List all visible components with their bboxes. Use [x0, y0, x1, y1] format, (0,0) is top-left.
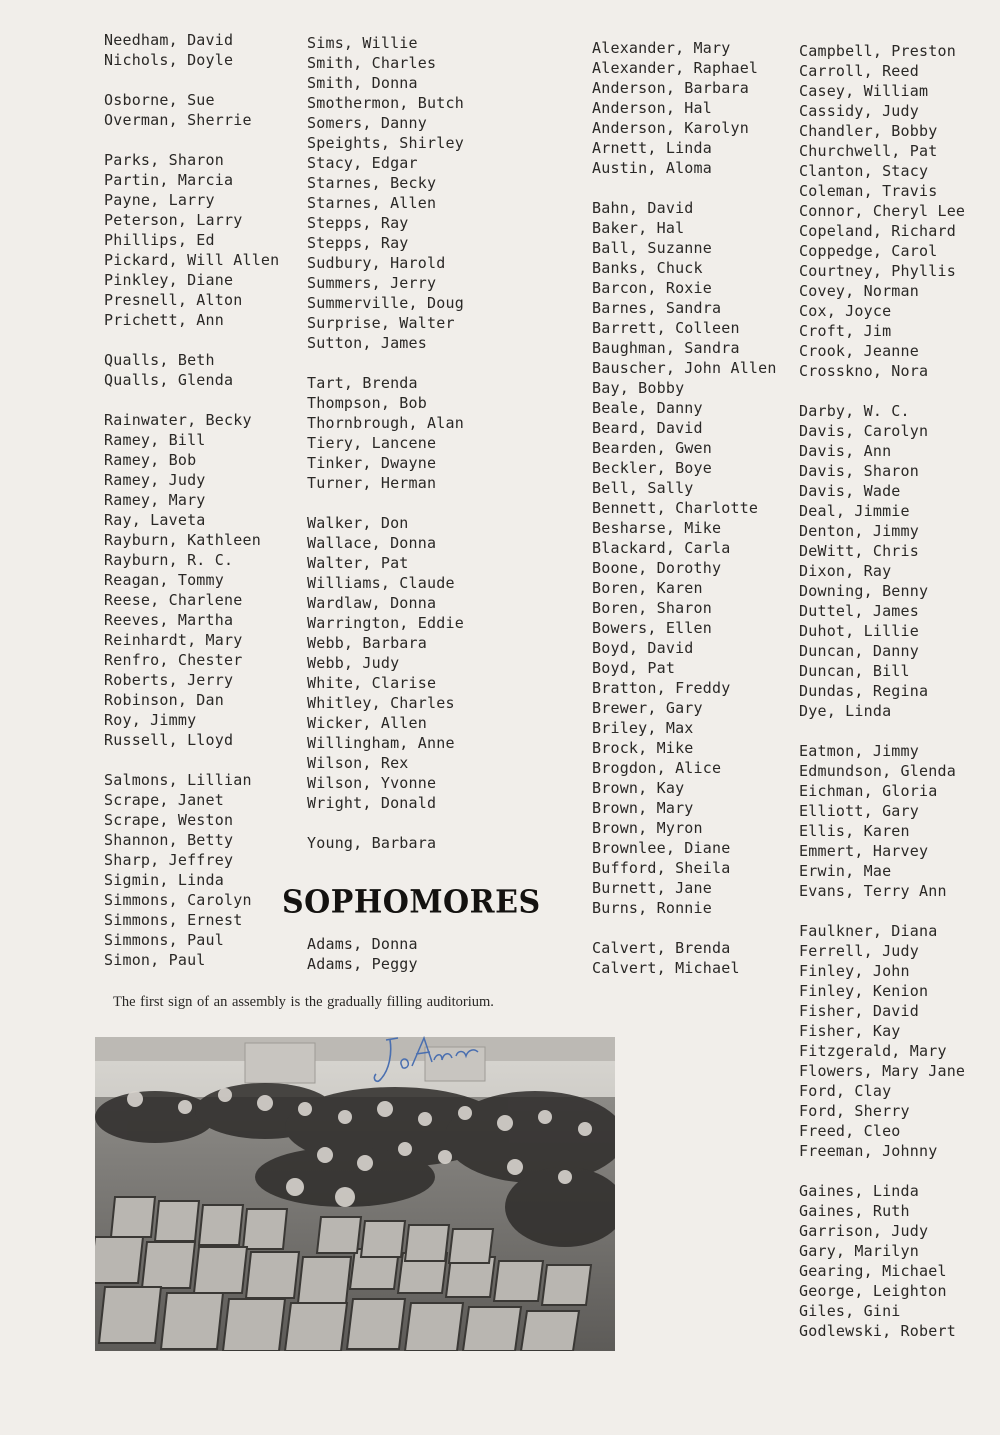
student-name: Finley, Kenion — [799, 982, 929, 1000]
letter-group — [799, 1181, 965, 1341]
student-name: Duncan, Bill — [799, 662, 910, 680]
student-name: Ramey, Bill — [104, 431, 206, 449]
handwritten-signature — [372, 1026, 482, 1094]
student-name: Brock, Mike — [592, 739, 694, 757]
student-name: Davis, Carolyn — [799, 422, 929, 440]
student-name: Burns, Ronnie — [592, 899, 712, 917]
student-name: Brown, Myron — [592, 819, 703, 837]
student-name: Croft, Jim — [799, 322, 892, 340]
student-name: Coppedge, Carol — [799, 242, 938, 260]
student-name: Tart, Brenda — [307, 374, 418, 392]
student-name: Flowers, Mary Jane — [799, 1062, 966, 1080]
auditorium-photo — [95, 1037, 615, 1351]
student-name: Evans, Terry Ann — [799, 882, 947, 900]
student-name: Godlewski, Robert — [799, 1322, 956, 1340]
student-name: Walker, Don — [307, 514, 409, 532]
student-name: Brown, Mary — [592, 799, 694, 817]
letter-group — [307, 33, 464, 353]
student-name: Walter, Pat — [307, 554, 409, 572]
student-name: Smothermon, Butch — [307, 94, 464, 112]
student-name: Bay, Bobby — [592, 379, 685, 397]
student-name: Barnes, Sandra — [592, 299, 722, 317]
student-name: Reagan, Tommy — [104, 571, 224, 589]
student-name: Robinson, Dan — [104, 691, 224, 709]
student-name: Gary, Marilyn — [799, 1242, 919, 1260]
student-name: Young, Barbara — [307, 834, 437, 852]
student-name: Somers, Danny — [307, 114, 427, 132]
student-name: Ferrell, Judy — [799, 942, 919, 960]
student-name: Wilson, Rex — [307, 754, 409, 772]
student-name: Adams, Donna — [307, 935, 418, 953]
student-name: Salmons, Lillian — [104, 771, 252, 789]
student-name: Burnett, Jane — [592, 879, 712, 897]
column-2-groups — [307, 33, 464, 853]
student-name: Russell, Lloyd — [104, 731, 234, 749]
student-name: Parks, Sharon — [104, 151, 224, 169]
student-name: Tinker, Dwayne — [307, 454, 437, 472]
letter-group — [799, 921, 965, 1161]
student-name: Smith, Charles — [307, 54, 437, 72]
student-name: Banks, Chuck — [592, 259, 703, 277]
letter-group — [307, 373, 464, 493]
student-name: Clanton, Stacy — [799, 162, 929, 180]
student-name: Boren, Sharon — [592, 599, 712, 617]
student-name: Baker, Hal — [592, 219, 685, 237]
student-name: Casey, William — [799, 82, 929, 100]
student-name: Simmons, Carolyn — [104, 891, 252, 909]
student-name: Stacy, Edgar — [307, 154, 418, 172]
student-name: Webb, Barbara — [307, 634, 427, 652]
student-name: Smith, Donna — [307, 74, 418, 92]
student-name: Anderson, Hal — [592, 99, 712, 117]
student-name: Thompson, Bob — [307, 394, 427, 412]
student-name: Beckler, Boye — [592, 459, 712, 477]
student-name: Ramey, Bob — [104, 451, 197, 469]
letter-group — [799, 741, 965, 901]
student-name: Fisher, David — [799, 1002, 919, 1020]
student-name: Speights, Shirley — [307, 134, 464, 152]
name-column-1 — [104, 30, 279, 970]
student-name: Freed, Cleo — [799, 1122, 901, 1140]
student-name: Coleman, Travis — [799, 182, 938, 200]
student-name: Simmons, Paul — [104, 931, 224, 949]
student-name: Ray, Laveta — [104, 511, 206, 529]
student-name: Davis, Ann — [799, 442, 892, 460]
letter-group — [799, 41, 965, 381]
student-name: Connor, Cheryl Lee — [799, 202, 966, 220]
letter-group — [104, 410, 279, 750]
student-name: Wardlaw, Donna — [307, 594, 437, 612]
student-name: Barrett, Colleen — [592, 319, 740, 337]
student-name: Webb, Judy — [307, 654, 400, 672]
student-name: Downing, Benny — [799, 582, 929, 600]
student-name: Boyd, Pat — [592, 659, 676, 677]
student-name: Boone, Dorothy — [592, 559, 722, 577]
student-name: Bell, Sally — [592, 479, 694, 497]
student-name: Calvert, Brenda — [592, 939, 731, 957]
student-name: Boren, Karen — [592, 579, 703, 597]
student-name: Presnell, Alton — [104, 291, 243, 309]
student-name: Roberts, Jerry — [104, 671, 234, 689]
student-name: Bowers, Ellen — [592, 619, 712, 637]
student-name: Duncan, Danny — [799, 642, 919, 660]
student-name: Sims, Willie — [307, 34, 418, 52]
student-name: Brogdon, Alice — [592, 759, 722, 777]
student-name: Brewer, Gary — [592, 699, 703, 717]
student-name: Simmons, Ernest — [104, 911, 243, 929]
student-name: Duttel, James — [799, 602, 919, 620]
student-name: Peterson, Larry — [104, 211, 243, 229]
student-name: Turner, Herman — [307, 474, 437, 492]
student-name: Dixon, Ray — [799, 562, 892, 580]
student-name: Needham, David — [104, 31, 234, 49]
student-name: White, Clarise — [307, 674, 437, 692]
student-name: Finley, John — [799, 962, 910, 980]
student-name: Wicker, Allen — [307, 714, 427, 732]
student-name: Dundas, Regina — [799, 682, 929, 700]
student-name: Bauscher, John Allen — [592, 359, 777, 377]
student-name: Qualls, Beth — [104, 351, 215, 369]
student-name: Davis, Sharon — [799, 462, 919, 480]
student-name: George, Leighton — [799, 1282, 947, 1300]
student-name: Eichman, Gloria — [799, 782, 938, 800]
student-name: Darby, W. C. — [799, 402, 910, 420]
student-name: Partin, Marcia — [104, 171, 234, 189]
letter-group — [104, 30, 279, 70]
student-name: Ford, Sherry — [799, 1102, 910, 1120]
student-name: Payne, Larry — [104, 191, 215, 209]
student-name: Denton, Jimmy — [799, 522, 919, 540]
student-name: Starnes, Becky — [307, 174, 437, 192]
student-name: Warrington, Eddie — [307, 614, 464, 632]
student-name: Elliott, Gary — [799, 802, 919, 820]
student-name: Cox, Joyce — [799, 302, 892, 320]
student-name: Gaines, Ruth — [799, 1202, 910, 1220]
sophomores-heading: SOPHOMORES — [282, 884, 541, 921]
student-name: Alexander, Mary — [592, 39, 731, 57]
student-name: Ellis, Karen — [799, 822, 910, 840]
student-name: Tiery, Lancene — [307, 434, 437, 452]
student-name: Overman, Sherrie — [104, 111, 252, 129]
student-name: Austin, Aloma — [592, 159, 712, 177]
student-name: Davis, Wade — [799, 482, 901, 500]
student-name: Reese, Charlene — [104, 591, 243, 609]
student-name: Bahn, David — [592, 199, 694, 217]
student-name: Williams, Claude — [307, 574, 455, 592]
student-name: Qualls, Glenda — [104, 371, 234, 389]
student-name: Ramey, Judy — [104, 471, 206, 489]
student-name: Emmert, Harvey — [799, 842, 929, 860]
letter-group — [104, 90, 279, 130]
student-name: Nichols, Doyle — [104, 51, 234, 69]
student-name: Anderson, Karolyn — [592, 119, 749, 137]
student-name: Giles, Gini — [799, 1302, 901, 1320]
student-name: Gearing, Michael — [799, 1262, 947, 1280]
student-name: Wilson, Yvonne — [307, 774, 437, 792]
student-name: Garrison, Judy — [799, 1222, 929, 1240]
letter-group — [307, 833, 464, 853]
student-name: Baughman, Sandra — [592, 339, 740, 357]
student-name: Summerville, Doug — [307, 294, 464, 312]
student-name: Barcon, Roxie — [592, 279, 712, 297]
student-name: Cassidy, Judy — [799, 102, 919, 120]
student-name: Covey, Norman — [799, 282, 919, 300]
student-name: Rayburn, R. C. — [104, 551, 234, 569]
student-name: Stepps, Ray — [307, 234, 409, 252]
student-name: Scrape, Janet — [104, 791, 224, 809]
sophomores-list — [307, 934, 418, 974]
student-name: Arnett, Linda — [592, 139, 712, 157]
student-name: Simon, Paul — [104, 951, 206, 969]
student-name: Scrape, Weston — [104, 811, 234, 829]
student-name: Duhot, Lillie — [799, 622, 919, 640]
letter-group — [307, 513, 464, 813]
student-name: Edmundson, Glenda — [799, 762, 956, 780]
letter-group — [592, 38, 777, 178]
student-name: Phillips, Ed — [104, 231, 215, 249]
student-name: Alexander, Raphael — [592, 59, 759, 77]
student-name: Gaines, Linda — [799, 1182, 919, 1200]
letter-group — [592, 198, 777, 918]
student-name: Ball, Suzanne — [592, 239, 712, 257]
student-name: Ford, Clay — [799, 1082, 892, 1100]
student-name: Courtney, Phyllis — [799, 262, 956, 280]
student-name: Beard, David — [592, 419, 703, 437]
student-name: Shannon, Betty — [104, 831, 234, 849]
student-name: Brownlee, Diane — [592, 839, 731, 857]
student-name: Campbell, Preston — [799, 42, 956, 60]
student-name: Bratton, Freddy — [592, 679, 731, 697]
student-name: Reinhardt, Mary — [104, 631, 243, 649]
student-name: Adams, Peggy — [307, 955, 418, 973]
student-name: Beale, Danny — [592, 399, 703, 417]
student-name: Calvert, Michael — [592, 959, 740, 977]
student-name: Sutton, James — [307, 334, 427, 352]
student-name: Ramey, Mary — [104, 491, 206, 509]
letter-group — [799, 401, 965, 721]
name-column-3 — [592, 38, 777, 978]
student-name: Anderson, Barbara — [592, 79, 749, 97]
student-name: Brown, Kay — [592, 779, 685, 797]
student-name: Dye, Linda — [799, 702, 892, 720]
student-name: Churchwell, Pat — [799, 142, 938, 160]
student-name: Erwin, Mae — [799, 862, 892, 880]
student-name: Chandler, Bobby — [799, 122, 938, 140]
student-name: Rainwater, Becky — [104, 411, 252, 429]
student-name: Wright, Donald — [307, 794, 437, 812]
student-name: DeWitt, Chris — [799, 542, 919, 560]
student-name: Blackard, Carla — [592, 539, 731, 557]
student-name: Stepps, Ray — [307, 214, 409, 232]
student-name: Pinkley, Diane — [104, 271, 234, 289]
student-name: Freeman, Johnny — [799, 1142, 938, 1160]
letter-group — [104, 350, 279, 390]
student-name: Renfro, Chester — [104, 651, 243, 669]
student-name: Pickard, Will Allen — [104, 251, 280, 269]
student-name: Bufford, Sheila — [592, 859, 731, 877]
student-name: Reeves, Martha — [104, 611, 234, 629]
name-column-2 — [307, 33, 464, 853]
letter-group — [104, 150, 279, 330]
student-name: Whitley, Charles — [307, 694, 455, 712]
letter-group — [104, 770, 279, 970]
student-name: Thornbrough, Alan — [307, 414, 464, 432]
student-name: Carroll, Reed — [799, 62, 919, 80]
student-name: Osborne, Sue — [104, 91, 215, 109]
student-name: Copeland, Richard — [799, 222, 956, 240]
student-name: Crook, Jeanne — [799, 342, 919, 360]
student-name: Summers, Jerry — [307, 274, 437, 292]
student-name: Surprise, Walter — [307, 314, 455, 332]
photo-caption: The first sign of an assembly is the gradually filling auditorium. — [113, 994, 494, 1010]
student-name: Besharse, Mike — [592, 519, 722, 537]
student-name: Sharp, Jeffrey — [104, 851, 234, 869]
student-name: Fisher, Kay — [799, 1022, 901, 1040]
student-name: Briley, Max — [592, 719, 694, 737]
student-name: Sudbury, Harold — [307, 254, 446, 272]
student-name: Bennett, Charlotte — [592, 499, 759, 517]
letter-group — [592, 938, 777, 978]
student-name: Willingham, Anne — [307, 734, 455, 752]
student-name: Fitzgerald, Mary — [799, 1042, 947, 1060]
name-column-4 — [799, 41, 965, 1341]
student-name: Prichett, Ann — [104, 311, 224, 329]
student-name: Crosskno, Nora — [799, 362, 929, 380]
student-name: Deal, Jimmie — [799, 502, 910, 520]
student-name: Bearden, Gwen — [592, 439, 712, 457]
student-name: Roy, Jimmy — [104, 711, 197, 729]
student-name: Starnes, Allen — [307, 194, 437, 212]
student-name: Eatmon, Jimmy — [799, 742, 919, 760]
student-name: Sigmin, Linda — [104, 871, 224, 889]
student-name: Faulkner, Diana — [799, 922, 938, 940]
student-name: Wallace, Donna — [307, 534, 437, 552]
student-name: Boyd, David — [592, 639, 694, 657]
student-name: Rayburn, Kathleen — [104, 531, 261, 549]
